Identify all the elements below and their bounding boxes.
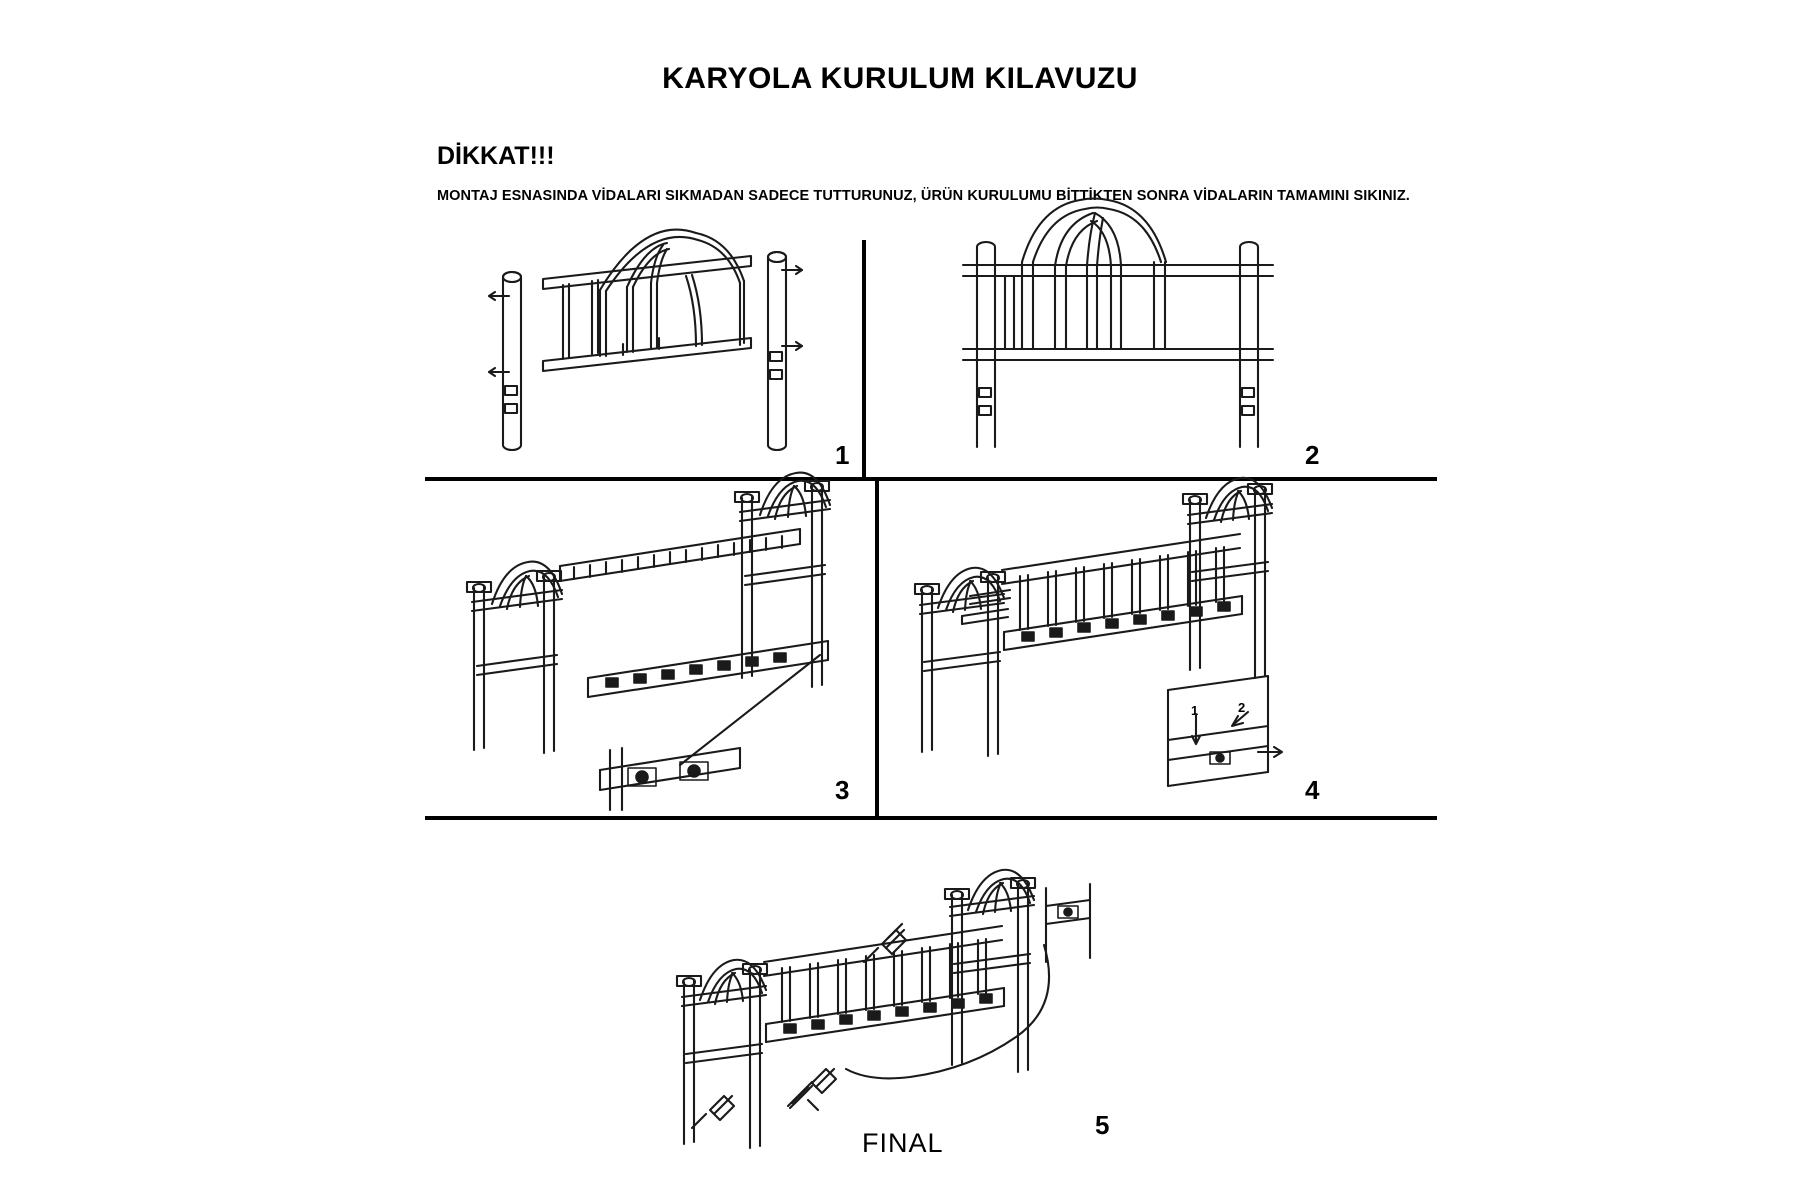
step-number-1: 1 [835, 440, 850, 470]
step2-drawing [963, 199, 1273, 448]
screw-icons [692, 924, 906, 1128]
step4-drawing [915, 478, 1282, 786]
divider-vertical-top [862, 240, 866, 480]
step-number-5: 5 [1095, 1110, 1110, 1140]
divider-vertical-middle [875, 478, 879, 818]
step-number-3: 3 [835, 775, 850, 805]
divider-horizontal-bottom [425, 816, 1437, 820]
final-caption: FINAL [862, 1128, 944, 1158]
step3-drawing [467, 473, 830, 810]
warning-text: MONTAJ ESNASINDA VİDALARI SIKMADAN SADECE TUTTURUNUZ, ÜRÜN KURULUMU BİTTİKTEN SONRA VİDALARIN TAMAMINI SIKINIZ. [437, 188, 1410, 204]
step-number-2: 2 [1305, 440, 1320, 470]
detail-order-label-1: 1 [1191, 703, 1199, 718]
step1-drawing [489, 230, 802, 450]
divider-horizontal-top [425, 477, 1437, 481]
page-title: KARYOLA KURULUM KILAVUZU [662, 62, 1138, 95]
detail-order-label-2: 2 [1238, 700, 1246, 715]
step5-drawing [677, 870, 1090, 1148]
warning-heading: DİKKAT!!! [437, 142, 555, 170]
step-number-4: 4 [1305, 775, 1320, 805]
